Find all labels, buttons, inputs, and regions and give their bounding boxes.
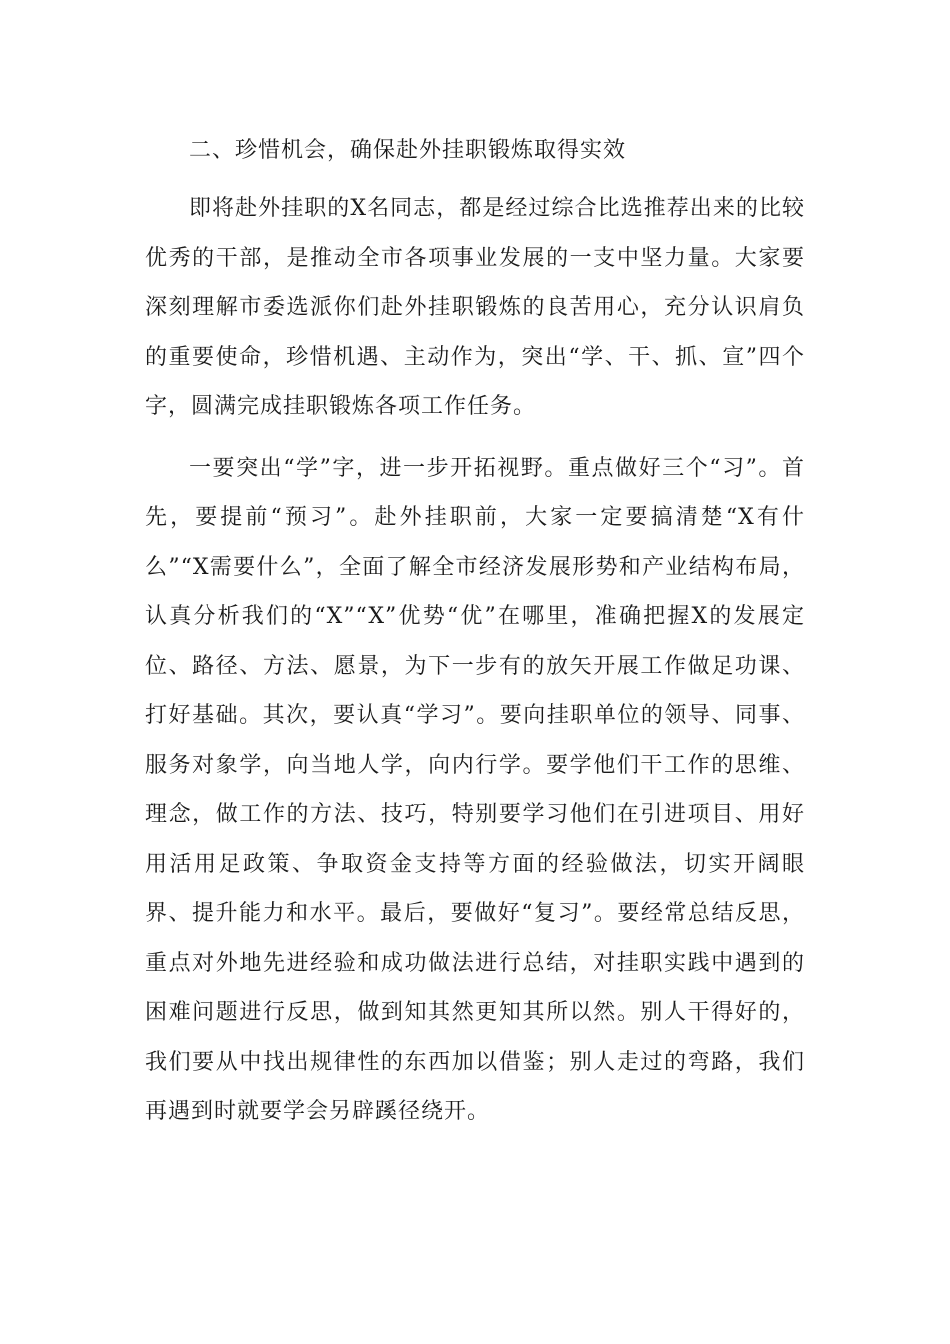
section-heading: 二、珍惜机会，确保赴外挂职锻炼取得实效 [189,138,627,163]
paragraph-study: 一要突出“学”字，进一步开拓视野。重点做好三个“习”。首先，要提前“预习”。赴外挂职前，大家一定要搞清楚“X有什么”“X需要什么”，全面了解全市经济发展形势和产业结构布局，认真分析我们的“X”“X”优势“优”在哪里，准确把握X的发展定位、路径、方法、愿景，为下一步有的放矢开展工作做足功课、打好基础。其次，要认真“学习”。要向挂职单位的领导、同事、服务对象学，向当地人学，向内行学。要学他们干工作的思维、理念，做工作的方法、技巧，特别要学习他们在引进项目、用好用活用足政策、争取资金支持等方面的经验做法，切实开阔眼界、提升能力和水平。最后，要做好“复习”。要经常总结反思，重点对外地先进经验和成功做法进行总结，对挂职实践中遇到的困难问题进行反思，做到知其然更知其所以然。别人干得好的，我们要从中找出规律性的东西加以借鉴；别人走过的弯路，我们再遇到时就要学会另辟蹊径绕开。 [145,455,805,1124]
paragraph-intro: 即将赴外挂职的X名同志，都是经过综合比选推荐出来的比较优秀的干部，是推动全市各项事业发展的一支中坚力量。大家要深刻理解市委选派你们赴外挂职锻炼的良苦用心，充分认识肩负的重要使命，珍惜机遇、主动作为，突出“学、干、抓、宣”四个字，圆满完成挂职锻炼各项工作任务。 [145,196,805,419]
document-page [145,128,805,1149]
